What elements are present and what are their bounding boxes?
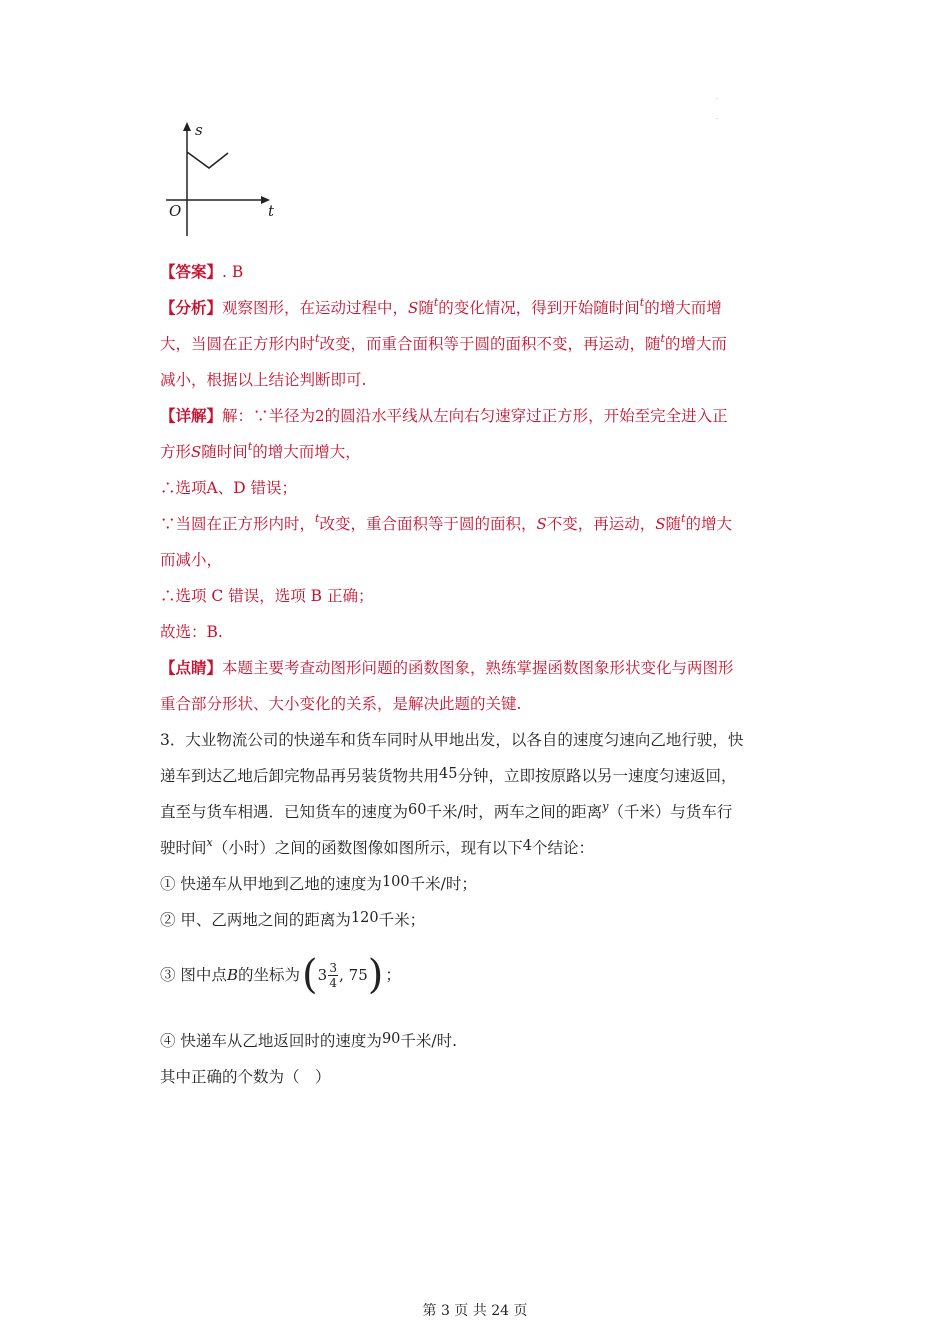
- conclusion-4: [160, 1031, 457, 1052]
- var-b: B: [226, 966, 238, 984]
- minutes-value: 45: [439, 766, 458, 782]
- count-value: 4: [522, 838, 532, 854]
- y-coordinate: , 75: [339, 966, 368, 984]
- conclusion-1: [160, 874, 477, 895]
- var-s: S: [408, 299, 419, 317]
- analysis-line-1: [160, 298, 722, 320]
- text: 的增大而增: [644, 299, 722, 317]
- answer-tag: 【答案】: [160, 262, 223, 281]
- text: ② 甲、乙两地之间的距离为: [160, 911, 351, 929]
- text: 其中正确的个数为（ ）: [160, 1068, 331, 1086]
- conclusion-3: [160, 950, 401, 1000]
- q3-line-1: [160, 730, 743, 750]
- var-t: t: [315, 332, 320, 345]
- var-t: t: [433, 296, 439, 309]
- right-paren: ): [367, 952, 384, 998]
- text: 千米/时.: [400, 1032, 458, 1050]
- text: 的增大而增大，: [252, 443, 361, 461]
- answer-line: [160, 262, 243, 282]
- left-paren: (: [301, 952, 318, 998]
- var-y: y: [602, 800, 609, 813]
- detail-line-4: [160, 514, 732, 536]
- truck-speed-value: 60: [408, 802, 427, 818]
- text: 千米/时；: [409, 875, 477, 893]
- detail-line-3: [160, 478, 297, 498]
- x-axis-label: t: [268, 202, 275, 220]
- text: 3．大业物流公司的快递车和货车同时从甲地出发，以各自的速度匀速向乙地行驶，快: [160, 731, 744, 749]
- comment-line-1: [160, 658, 734, 678]
- text: 随: [418, 299, 434, 317]
- text: ∵当圆在正方形内时，: [160, 515, 316, 533]
- page-footer: 第 3 页 共 24 页: [422, 1303, 528, 1319]
- detail-line-2: [160, 442, 361, 464]
- text: 的坐标为: [237, 966, 300, 984]
- conclusion-2: [160, 910, 425, 931]
- text: 方形: [160, 443, 192, 461]
- text: 重合部分形状、大小变化的关系，是解决此题的关键.: [160, 695, 522, 713]
- detail-line-6: [160, 586, 373, 606]
- var-t: t: [639, 296, 645, 309]
- text: 大，当圆在正方形内时: [160, 335, 316, 353]
- q3-line-2: [160, 766, 736, 787]
- text: 观察图形，在运动过程中，: [222, 299, 409, 317]
- text: 故选：B.: [160, 623, 223, 641]
- text: 而减小，: [160, 551, 223, 569]
- text: ；: [385, 966, 401, 984]
- s-t-graph: [158, 118, 288, 238]
- detail-line-5: [160, 550, 222, 570]
- var-s: S: [191, 443, 202, 461]
- text: 递车到达乙地后卸完物品再另装货物共用: [160, 767, 440, 785]
- analysis-line-2: [160, 334, 727, 356]
- answer-text: . B: [222, 263, 244, 281]
- detail-line-7: [160, 622, 223, 642]
- comment-tag: 【点睛】: [160, 658, 223, 677]
- text: 改变，而重合面积等于圆的面积不变，再运动，随: [319, 335, 661, 353]
- analysis-tag: 【分析】: [160, 298, 223, 317]
- text: 的变化情况，得到开始随时间: [438, 299, 640, 317]
- text: 千米；: [378, 911, 426, 929]
- detail-line-1: [160, 406, 728, 426]
- var-t: t: [247, 440, 253, 453]
- y-axis-label: s: [195, 121, 203, 139]
- var-s: S: [536, 515, 547, 533]
- s-curve: [187, 152, 228, 168]
- text: 随时间: [201, 443, 248, 461]
- var-x: x: [206, 836, 213, 849]
- text: （千米）与货车行: [608, 803, 733, 821]
- var-t: t: [315, 512, 320, 525]
- text: ① 快递车从甲地到乙地的速度为: [160, 875, 382, 893]
- text: 分钟，立即按原路以另一速度匀速返回，: [457, 767, 737, 785]
- text: 驶时间: [160, 839, 207, 857]
- text: 的圆沿水平线从左向右匀速穿过正方形，开始至完全进入正: [324, 407, 728, 425]
- fraction-denominator: 4: [329, 975, 337, 990]
- text: ∴选项 C 错误，选项 B 正确；: [160, 587, 374, 605]
- var-t: t: [681, 512, 686, 525]
- analysis-line-3: [160, 370, 366, 390]
- comment-line-2: [160, 694, 521, 714]
- var-s: S: [655, 515, 666, 533]
- text: ④ 快递车从乙地返回时的速度为: [160, 1032, 382, 1050]
- text: 随: [665, 515, 682, 533]
- text: ∴选项A、D 错误；: [160, 479, 298, 497]
- origin-label: O: [169, 202, 182, 220]
- mixed-whole: 3: [317, 966, 328, 984]
- text: 不变，再运动，: [546, 515, 656, 533]
- y-axis-arrow: [183, 122, 191, 131]
- radius-value: 2: [315, 407, 325, 425]
- var-t: t: [660, 332, 665, 345]
- fraction-numerator: 3: [329, 960, 337, 975]
- point-b-coordinates: [301, 952, 384, 998]
- text: 直至与货车相遇．已知货车的速度为: [160, 803, 409, 821]
- distance-value: 120: [350, 910, 379, 926]
- speed-value: 100: [381, 874, 410, 890]
- text: （小时）之间的函数图像如图所示，现有以下: [212, 839, 523, 857]
- detail-tag: 【详解】: [160, 406, 223, 425]
- text: 解：∵半径为: [222, 407, 316, 425]
- q3-line-4: [160, 838, 594, 860]
- q3-line-3: [160, 802, 732, 824]
- text: 减小，根据以上结论判断即可.: [160, 371, 367, 389]
- fraction: [328, 961, 338, 990]
- return-speed-value: 90: [381, 1031, 401, 1047]
- text: 个结论：: [531, 839, 594, 857]
- scan-dots: . .: [716, 94, 718, 121]
- text: ③ 图中点: [160, 966, 227, 984]
- text: 的增大而: [664, 335, 727, 353]
- text: 本题主要考查动图形问题的函数图象，熟练掌握函数图象形状变化与两图形: [222, 659, 734, 677]
- text: 的增大: [685, 515, 732, 533]
- text: 改变，重合面积等于圆的面积，: [319, 515, 537, 533]
- question-prompt: [160, 1067, 331, 1087]
- text: 千米/时，两车之间的距离: [426, 803, 603, 821]
